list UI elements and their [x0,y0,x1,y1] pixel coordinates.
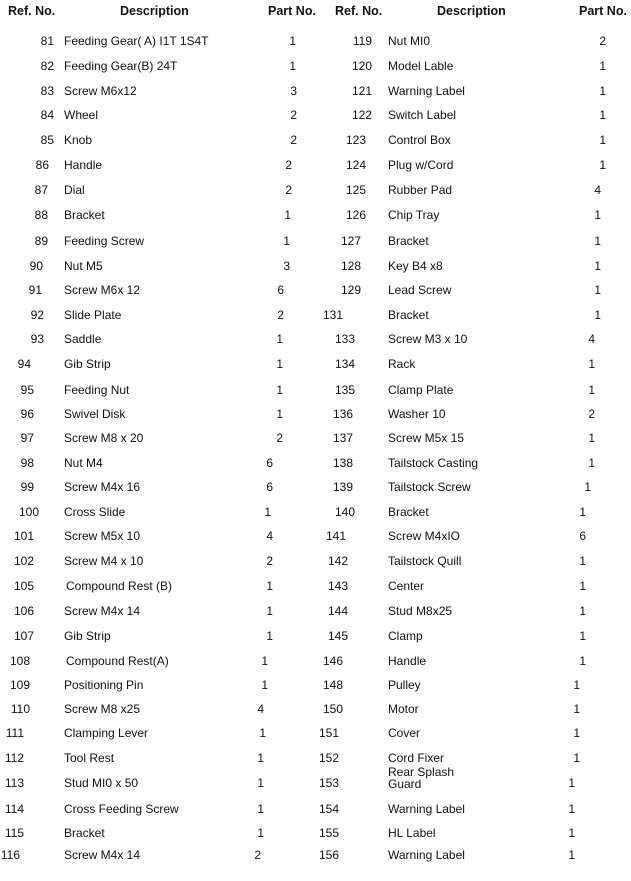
part-quantity: 1 [594,259,601,273]
ref-number: 127 [340,234,361,248]
part-quantity: 1 [594,283,601,297]
description: Tailstock Screw [388,480,471,494]
part-quantity: 6 [579,529,586,543]
description: Knob [64,133,93,147]
part-quantity: 1 [264,505,271,519]
description: Screw M4x 16 [64,480,141,494]
part-quantity: 2 [266,554,273,568]
description: Warning Label [388,802,465,816]
part-quantity: 1 [289,34,296,48]
description: Bracket [64,208,105,222]
description: Screw M4x 14 [64,604,141,618]
ref-number: 124 [345,158,366,172]
part-quantity: 4 [594,183,601,197]
description: Bracket [388,505,429,519]
part-quantity: 1 [599,59,606,73]
description: Screw M4x 14 [64,848,141,862]
ref-number: 105 [13,579,34,593]
description: Bracket [388,308,429,322]
ref-number: 110 [10,702,30,716]
ref-number: 144 [327,604,348,618]
ref-number: 137 [332,431,353,445]
ref-number: 135 [334,383,355,397]
description: Clamp [388,629,423,643]
description: Tailstock Quill [388,554,462,568]
description: Saddle [64,332,102,346]
description: Nut MI0 [388,34,431,48]
ref-number: 156 [318,848,339,862]
ref-number: 152 [318,751,339,765]
ref-number: 150 [322,702,343,716]
part-quantity: 1 [261,654,268,668]
part-quantity: 2 [277,308,284,322]
part-quantity: 1 [568,776,575,790]
ref-number: 96 [20,407,34,421]
ref-number: 108 [9,654,30,668]
description: Cross Slide [64,505,126,519]
description: Handle [64,158,103,172]
ref-number: 109 [9,678,30,692]
header-part-left: Part No. [268,4,316,18]
description: Feeding Gear( A) I1T 1S4T [64,34,209,48]
header-ref-right: Ref. No. [335,4,383,18]
part-quantity: 1 [261,678,268,692]
description: Screw M8 x25 [64,702,141,716]
header-part-right: Part No. [579,4,627,18]
ref-number: 131 [322,308,343,322]
ref-number: 142 [327,554,348,568]
ref-number: 100 [18,505,39,519]
description: Screw M5x 10 [64,529,141,543]
description: Stud MI0 x 50 [64,776,139,790]
ref-number: 136 [332,407,353,421]
description: Handle [388,654,427,668]
description: Swivel Disk [64,407,126,421]
part-quantity: 3 [290,84,297,98]
ref-number: 89 [34,234,48,248]
ref-number: 119 [352,34,372,48]
description: Screw M3 x 10 [388,332,468,346]
part-quantity: 2 [285,183,292,197]
description: Rubber Pad [388,183,453,197]
part-quantity: 1 [276,332,283,346]
ref-number: 102 [13,554,34,568]
description: Gib Strip [64,357,111,371]
ref-number: 93 [30,332,44,346]
part-quantity: 4 [588,332,595,346]
ref-number: 123 [345,133,366,147]
ref-number: 154 [318,802,339,816]
ref-number: 95 [20,383,34,397]
header-description-right: Description [437,4,506,18]
part-quantity: 1 [573,726,580,740]
ref-number: 129 [340,283,361,297]
description: Clamping Lever [64,726,149,740]
header-ref-left: Ref. No. [8,4,56,18]
description: Model Lable [388,59,454,73]
ref-number: 133 [334,332,355,346]
description: Cross Feeding Screw [64,802,179,816]
description: Tool Rest [64,751,115,765]
part-quantity: 1 [579,604,586,618]
description: Rack [388,357,416,371]
part-quantity: 1 [594,308,601,322]
part-quantity: 1 [257,826,264,840]
part-quantity: 1 [276,383,283,397]
description: Slide Plate [64,308,122,322]
description: Stud M8x25 [388,604,453,618]
part-quantity: 1 [257,802,264,816]
ref-number: 98 [20,456,34,470]
part-quantity: 1 [266,579,273,593]
ref-number: 155 [318,826,339,840]
description: Lead Screw [388,283,452,297]
part-quantity: 1 [579,654,586,668]
part-quantity: 1 [588,357,595,371]
part-quantity: 1 [283,234,290,248]
part-quantity: 1 [573,678,580,692]
description: Cord Fixer [388,751,445,765]
part-quantity: 6 [266,480,273,494]
description: Positioning Pin [64,678,144,692]
ref-number: 121 [351,84,372,98]
description: Screw M5x 15 [388,431,465,445]
ref-number: 94 [17,357,31,371]
ref-number: 111 [5,726,24,740]
description: HL Label [388,826,436,840]
description: Switch Label [388,108,457,122]
ref-number: 145 [327,629,348,643]
description: Compound Rest(A) [66,654,169,668]
part-quantity: 1 [568,826,575,840]
description: Gib Strip [64,629,111,643]
part-quantity: 6 [266,456,273,470]
ref-number: 85 [40,133,54,147]
part-quantity: 1 [588,383,595,397]
description: Cover [388,726,421,740]
part-quantity: 1 [289,59,296,73]
description: Feeding Nut [64,383,130,397]
description: Chip Tray [388,208,440,222]
ref-number: 116 [0,848,20,862]
description: Bracket [388,234,429,248]
part-quantity: 1 [284,208,291,222]
part-quantity: 4 [266,529,273,543]
part-quantity: 1 [588,456,595,470]
description: Rear Splash Guard [388,765,455,791]
ref-number: 148 [322,678,343,692]
description: Pulley [388,678,421,692]
description: Tailstock Casting [388,456,479,470]
description: Nut M4 [64,456,103,470]
description: Screw M6x12 [64,84,137,98]
description: Screw M4 x 10 [64,554,144,568]
description: Motor [388,702,419,716]
part-quantity: 1 [579,554,586,568]
ref-number: 114 [4,802,24,816]
part-quantity: 1 [579,505,586,519]
description: Center [388,579,425,593]
ref-number: 84 [40,108,54,122]
description: Feeding Screw [64,234,145,248]
part-quantity: 2 [588,407,595,421]
header-description-left: Description [120,4,189,18]
ref-number: 140 [334,505,355,519]
ref-number: 83 [40,84,54,98]
ref-number: 81 [40,34,54,48]
part-quantity: 2 [599,34,606,48]
ref-number: 146 [322,654,343,668]
part-quantity: 1 [266,604,273,618]
ref-number: 134 [334,357,355,371]
description: Screw M6x 12 [64,283,141,297]
description: Compound Rest (B) [66,579,173,593]
part-quantity: 1 [266,629,273,643]
part-quantity: 2 [290,108,297,122]
part-quantity: 1 [588,431,595,445]
part-quantity: 1 [276,357,283,371]
part-quantity: 1 [573,751,580,765]
part-quantity: 1 [599,158,606,172]
ref-number: 126 [345,208,366,222]
ref-number: 106 [13,604,34,618]
ref-number: 101 [13,529,34,543]
part-quantity: 1 [568,802,575,816]
part-quantity: 2 [276,431,283,445]
ref-number: 86 [35,158,49,172]
part-quantity: 4 [257,702,264,716]
part-quantity: 3 [283,259,290,273]
description: Bracket [64,826,105,840]
part-quantity: 1 [594,208,601,222]
ref-number: 128 [340,259,361,273]
ref-number: 141 [325,529,346,543]
part-quantity: 1 [568,848,575,862]
ref-number: 99 [20,480,34,494]
description: Clamp Plate [388,383,454,397]
part-quantity: 1 [584,480,591,494]
description: Control Box [388,133,451,147]
ref-number: 112 [4,751,24,765]
part-quantity: 1 [599,84,606,98]
part-quantity: 1 [257,776,264,790]
part-quantity: 2 [290,133,297,147]
description: Wheel [64,108,99,122]
ref-number: 97 [20,431,34,445]
part-quantity: 1 [599,133,606,147]
description: Warning Label [388,84,465,98]
description: Dial [64,183,85,197]
part-quantity: 1 [257,751,264,765]
ref-number: 115 [4,826,24,840]
description: Key B4 x8 [388,259,443,273]
ref-number: 122 [351,108,372,122]
part-quantity: 1 [573,702,580,716]
part-quantity: 1 [599,108,606,122]
part-quantity: 1 [579,579,586,593]
description: Warning Label [388,848,465,862]
ref-number: 113 [4,776,24,790]
part-quantity: 2 [285,158,292,172]
ref-number: 90 [29,259,43,273]
ref-number: 120 [351,59,372,73]
ref-number: 91 [28,283,42,297]
ref-number: 125 [345,183,366,197]
part-quantity: 6 [277,283,284,297]
ref-number: 143 [327,579,348,593]
ref-number: 82 [40,59,54,73]
ref-number: 139 [332,480,353,494]
part-quantity: 1 [579,629,586,643]
ref-number: 153 [318,776,339,790]
ref-number: 107 [13,629,34,643]
part-quantity: 2 [254,848,261,862]
ref-number: 151 [318,726,339,740]
ref-number: 92 [30,308,44,322]
part-quantity: 1 [594,234,601,248]
description: Feeding Gear(B) 24T [64,59,178,73]
ref-number: 87 [34,183,48,197]
description: Screw M8 x 20 [64,431,144,445]
description: Washer 10 [388,407,446,421]
ref-number: 88 [34,208,48,222]
ref-number: 138 [332,456,353,470]
description: Plug w/Cord [388,158,454,172]
part-quantity: 1 [259,726,266,740]
description: Nut M5 [64,259,103,273]
description: Screw M4xIO [388,529,461,543]
part-quantity: 1 [276,407,283,421]
